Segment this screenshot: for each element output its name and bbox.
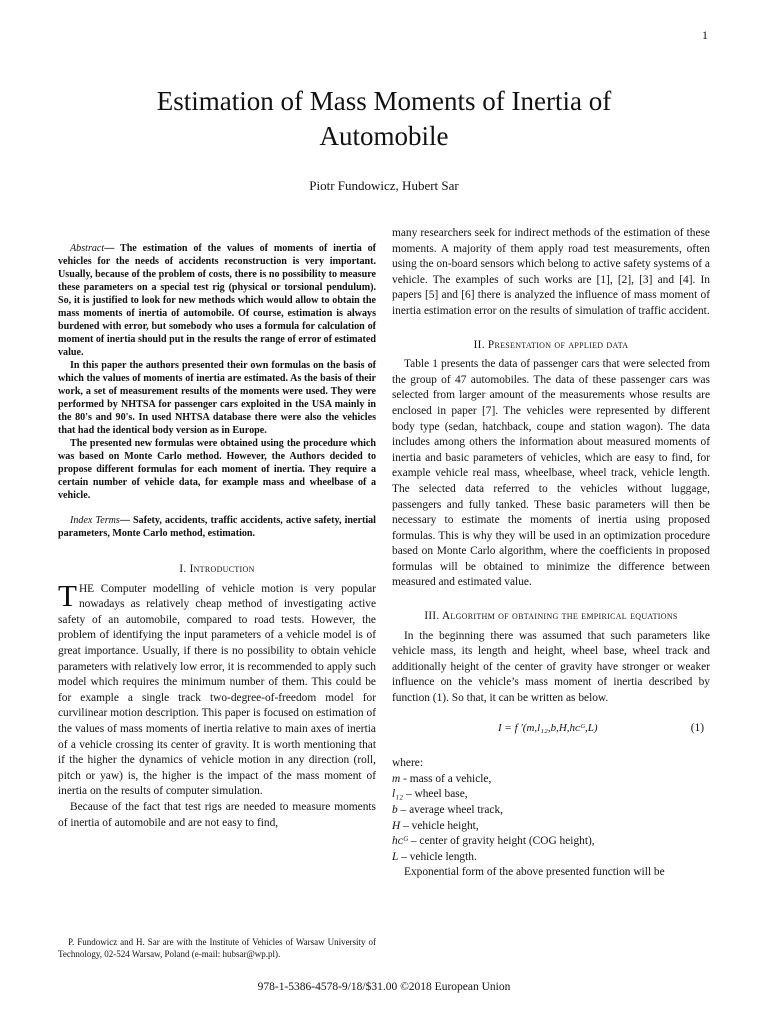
variable-item: L – vehicle length. (392, 850, 477, 863)
section-title: Introduction (189, 563, 255, 575)
variable-item: m - mass of a vehicle, (392, 772, 492, 785)
abstract-paragraph-3: The presented new formulas were obtained using the procedure which was based on Monte Carlo method. However, the Authors decided to propose different formulas for each moment of inertia. They require a certain number of vehicle data, for example mass and wheelbase of a vehicle. (58, 438, 376, 501)
where-label: where: (392, 757, 423, 770)
left-column (58, 222, 376, 831)
footnote-text: P. Fundowicz and H. Sar are with the Institute of Vehicles of Warsaw University of Technology, 02-524 Warsaw, Poland (e-mail: hubsar@wp.pl). (58, 937, 376, 959)
drop-cap: T (58, 577, 77, 613)
page-number: 1 (702, 28, 708, 42)
section-number: I. (179, 563, 187, 575)
variable-list (392, 756, 710, 865)
abstract-paragraph-1 (58, 242, 376, 359)
copyright-footer: 978-1-5386-4578-9/18/$31.00 ©2018 European Union (257, 981, 511, 993)
applied-data-paragraph: Table 1 presents the data of passenger cars that were selected from the group of 47 automobiles. The data of these passenger cars was selected from larger amount of the measurements whose results are enclosed in paper [7]. The vehicles were represented by different body type (sedan, hatchback, coupe and station wagon). The data includes among others the information about measured moments of inertia and basic parameters of vehicles, which are easy to find, for example vehicle real mass, wheelbase, wheel track, vehicle length. The selected data referred to the vehicles without luggage, passengers and fully tanked. These basic parameters will then be necessary to estimate the moments of inertia using proposed formulas. This is why they will be used in an optimization procedure based on Monte Carlo algorithm, where the coefficients in proposed formulas will be obtained to minimize the difference between measured and estimated value. (392, 358, 710, 589)
section-heading-introduction (58, 562, 376, 578)
section-title: Presentation of applied data (487, 338, 629, 351)
section-title: Algorithm of obtaining the empirical equations (442, 610, 678, 623)
intro-text-1: HE Computer modelling of vehicle motion is very popular nowadays as relatively cheap method of investigating active safety of an automobile, compared to road tests. However, the problem of identifying the input parameters of a vehicle model is of great importance. Usually, if there is no possibility to obtain vehicle parameters with relatively low error, it is recommended to apply such model which requires the minimum number of them. This could be for example a single track two-degree-of-freedom model for curvilinear motion description. This paper is focused on estimation of the values of mass moments of inertia relative to main axes of inertia of a vehicle crossing its center of gravity. It is worth mentioning that if the higher the dynamics of vehicle motion in any direction (roll, pitch or yaw) is, the higher is the impact of the mass moment of inertia on the results of computer simulation. (58, 582, 376, 798)
abstract (58, 242, 376, 502)
variable-item: hᴄᴳ – center of gravity height (COG height), (392, 835, 595, 848)
intro-paragraph-1 (58, 577, 376, 800)
abstract-dash: — (104, 243, 115, 254)
index-terms-label: Index Terms (70, 515, 120, 526)
abstract-text-1: The estimation of the values of moments of inertia of vehicles for the needs of accidents reconstruction is very important. Usually, because of the problem of costs, there is no possibility to measure these parameters on a special test rig (physical or torsional pendulum). So, it is justified to look for new methods which would allow to obtain the mass moments of inertia of automobile. Of course, estimation is always burdened with error, but somebody who uses a formula for calculation of moment of inertia should put in the results the range of error of estimated value. (58, 243, 376, 358)
intro-paragraph-2: Because of the fact that test rigs are needed to measure moments of inertia of automobile and are not easy to find, (58, 800, 376, 829)
section-heading-algorithm (392, 609, 710, 625)
index-terms-dash: — (119, 515, 130, 526)
variable-item: H – vehicle height, (392, 819, 479, 832)
equation-number: (1) (690, 721, 704, 734)
index-terms-text: Safety, accidents, traffic accidents, active safety, inertial parameters, Monte Carlo method, estimation. (58, 515, 376, 539)
right-column (392, 226, 710, 881)
exponential-form-paragraph: Exponential form of the above presented function will be (404, 866, 665, 879)
abstract-paragraph-2: In this paper the authors presented their own formulas on the basis of which the values of moments of inertia are estimated. As the basis of their work, a set of measurement results of the moments were used. They were performed by NHTSA for passenger cars exploited in the USA mainly in the 80's and 90's. In used NHTSA database there were also the vehicles that had the identical body version as in Europe. (58, 360, 376, 436)
section-heading-applied-data (392, 338, 710, 354)
section-number: II. (473, 338, 485, 351)
equation-formula: I = f ′(m,l₁₂,b,H,hᴄᴳ,L) (498, 721, 598, 734)
variable-item: b – average wheel track, (392, 804, 504, 816)
index-terms (58, 514, 376, 540)
paper-title (60, 84, 708, 154)
footnote (58, 936, 376, 960)
title-line-1: Estimation of Mass Moments of Inertia of (156, 86, 612, 116)
variable-item: l₁₂ – wheel base, (392, 788, 468, 801)
abstract-label: Abstract (70, 243, 105, 254)
algorithm-paragraph: In the beginning there was assumed that such parameters like vehicle mass, its length and height, wheel base, wheel track and additionally height of the center of gravity have stronger or weaker influence on the vehicle’s mass moment of inertia described by function (1). So that, it can be written as below. (392, 629, 710, 705)
title-line-2: Automobile (319, 121, 449, 151)
continued-paragraph: many researchers seek for indirect methods of the estimation of these moments. A majority of them apply road test measurements, often using the on-board sensors which belong to active safety systems of a vehicle. The examples of such works are [1], [2], [3] and [4]. In papers [5] and [6] there is analyzed the influence of mass moment of inertia estimation error on the results of simulation of traffic accident. (392, 227, 710, 317)
authors: Piotr Fundowicz, Hubert Sar (309, 178, 459, 193)
section-number: III. (424, 610, 440, 623)
equation-1 (392, 721, 710, 737)
